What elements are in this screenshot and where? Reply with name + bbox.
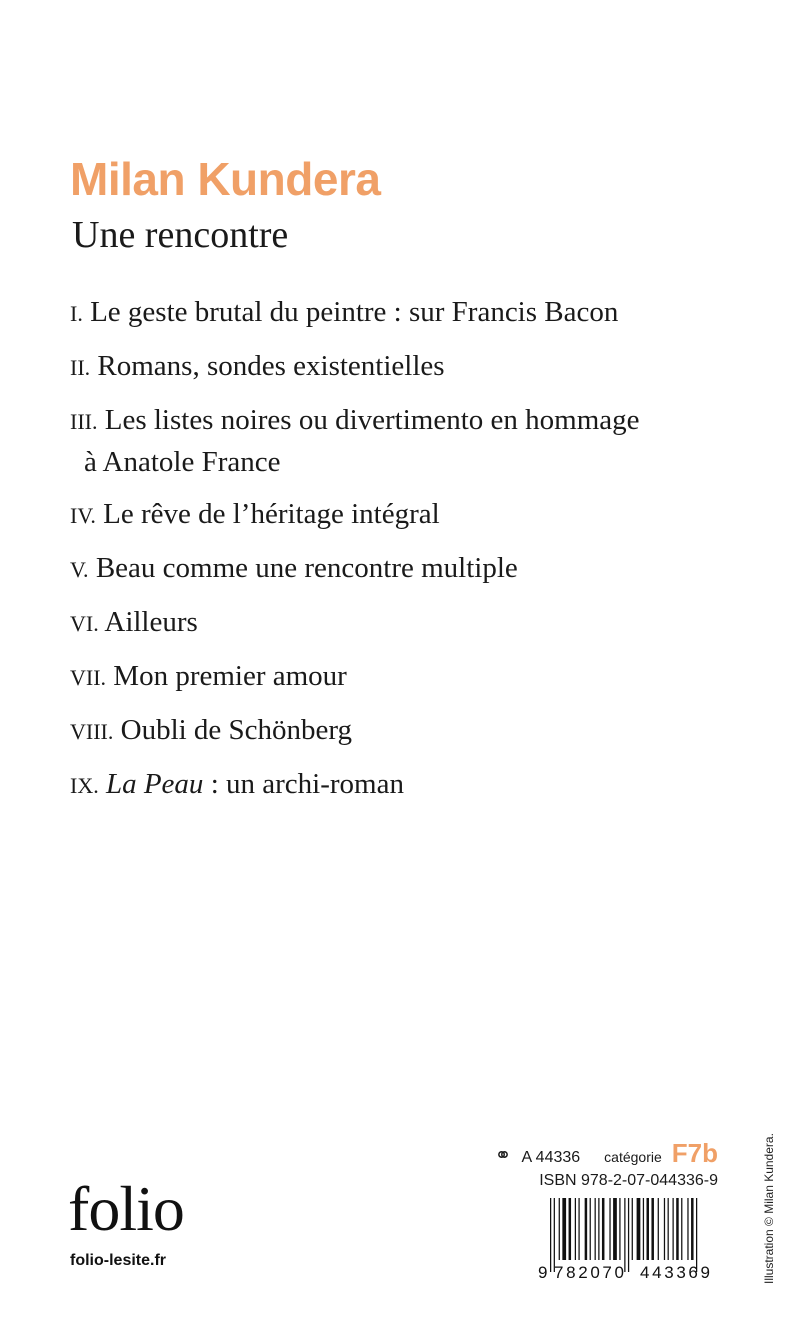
barcode-bar <box>578 1198 579 1260</box>
barcode-bar <box>562 1198 566 1260</box>
meta-row <box>398 1138 718 1168</box>
barcode-bar <box>585 1198 588 1260</box>
toc-item-number: III. <box>70 409 98 434</box>
toc-item <box>70 346 730 388</box>
toc-item-number: VI. <box>70 611 99 636</box>
isbn: ISBN 978-2-07-044336-9 <box>539 1172 718 1189</box>
barcode-bar <box>691 1198 694 1260</box>
toc-item <box>70 656 730 698</box>
barcode-bar <box>637 1198 641 1260</box>
toc-item-text: Oubli de Schönberg <box>120 714 353 746</box>
toc-item-italic-title: La Peau <box>105 768 204 800</box>
toc-item-text: : un archi-roman <box>203 768 404 800</box>
barcode-bar <box>647 1198 650 1260</box>
toc-item-text: Mon premier amour <box>113 660 347 692</box>
barcode-bar <box>619 1198 620 1260</box>
barcode-bar <box>643 1198 644 1260</box>
website: folio-lesite.fr <box>70 1252 167 1269</box>
barcode-bar <box>632 1198 633 1260</box>
barcode-bar <box>673 1198 674 1260</box>
barcode-bar <box>559 1198 560 1260</box>
barcode-bar <box>602 1198 605 1260</box>
toc-item <box>70 292 730 334</box>
toc-item-text-continued: à Anatole France <box>84 446 281 478</box>
toc-item <box>70 400 730 482</box>
toc-item-number: IV. <box>70 503 96 528</box>
barcode-bar <box>613 1198 617 1260</box>
toc-item <box>70 710 730 752</box>
publisher-meta <box>398 1138 718 1190</box>
barcode-bar <box>609 1198 610 1260</box>
barcode-bar <box>575 1198 576 1260</box>
toc-item-text: Les listes noires ou divertimento en hommage <box>104 404 640 436</box>
toc-item-number: IX. <box>70 773 99 798</box>
barcode-bar <box>681 1198 682 1260</box>
folio-logo: folio <box>68 1173 184 1244</box>
toc-item <box>70 764 730 806</box>
toc-item-number: II. <box>70 355 91 380</box>
toc-item-number: VIII. <box>70 719 114 744</box>
barcode-bars <box>550 1198 697 1272</box>
barcode-bar <box>696 1198 697 1272</box>
category-value: F7b <box>671 1138 718 1168</box>
barcode-bar <box>651 1198 654 1260</box>
barcode-bar <box>554 1198 555 1272</box>
toc-item-number: V. <box>70 557 89 582</box>
catalog-code: A 44336 <box>521 1149 581 1166</box>
toc-item-text: Le geste brutal du peintre : sur Francis Bacon <box>90 296 619 328</box>
toc-item-text: Le rêve de l’héritage intégral <box>103 498 440 530</box>
barcode-digits-left: 782070 <box>554 1263 624 1282</box>
book-title: Une rencontre <box>72 214 289 256</box>
barcode-bar <box>658 1198 659 1260</box>
barcode-bar <box>590 1198 591 1260</box>
barcode-bar <box>624 1198 625 1272</box>
toc-item <box>70 548 730 590</box>
barcode-bar <box>598 1198 599 1260</box>
barcode-bar <box>628 1198 629 1272</box>
barcode-bar <box>676 1198 679 1260</box>
barcode <box>536 1196 718 1282</box>
toc-item-text: Romans, sondes existentielles <box>97 350 445 382</box>
toc-item-number: VII. <box>70 665 107 690</box>
illustration-credit-text: Illustration © Milan Kundera. <box>762 1133 776 1284</box>
toc-item <box>70 494 730 536</box>
table-of-contents <box>70 292 730 818</box>
barcode-digits-right: 443369 <box>640 1263 710 1282</box>
author-name: Milan Kundera <box>70 153 381 205</box>
toc-item <box>70 602 730 644</box>
illustration-credit <box>762 1108 780 1284</box>
toc-item-text: Beau comme une rencontre multiple <box>95 552 518 584</box>
category-label: catégorie <box>604 1149 662 1165</box>
barcode-bar <box>595 1198 596 1260</box>
barcode-bar <box>664 1198 665 1260</box>
barcode-bar <box>668 1198 669 1260</box>
barcode-bar <box>550 1198 551 1272</box>
barcode-lead-digit: 9 <box>538 1263 548 1282</box>
barcode-bar <box>569 1198 572 1260</box>
toc-item-number: I. <box>70 301 83 326</box>
publisher-mark-icon: ⚭ <box>494 1145 512 1167</box>
toc-item-text: Ailleurs <box>104 606 198 638</box>
barcode-bar <box>687 1198 688 1260</box>
